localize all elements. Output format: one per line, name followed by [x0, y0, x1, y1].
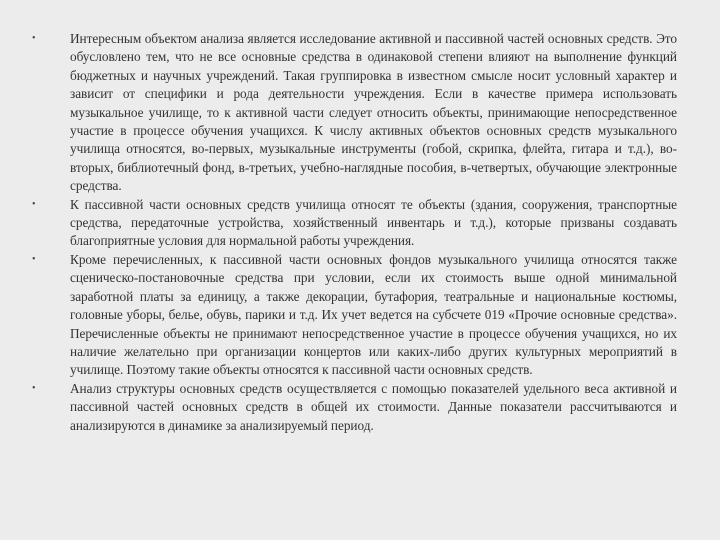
- paragraph-other-passive: Кроме перечисленных, к пассивной части основных фондов музыкального училища относятся также сценическо-постановочные средства при условии, если их стоимость выше одной минимальной заработной платы за единицу, а также декорации, бутафория, театральные и национальные костюмы, головные уборы, белье, обувь, парики и т.д. Их учет ведется на субсчете 019 «Прочие основные средства». Перечисленные объекты не принимают непосредственное участие в процессе обучения учащихся, но их наличие желательно при организации концертов или каких-либо других культурных мероприятий в училище. Поэтому такие объекты относятся к пассивной части основных средств.: [70, 251, 677, 378]
- bullet-icon: •: [32, 253, 36, 265]
- list-item: [32, 380, 677, 435]
- bullet-list: [32, 30, 677, 435]
- paragraph-structure-analysis: Анализ структуры основных средств осуществляется с помощью показателей удельного веса активной и пассивной частей основных средств в общей их стоимости. Данные показатели рассчитываются и анализируются в динамике за анализируемый период.: [70, 380, 677, 433]
- bullet-icon: •: [32, 382, 36, 394]
- bullet-icon: •: [32, 198, 36, 210]
- list-item: [32, 251, 677, 380]
- list-item: [32, 196, 677, 251]
- paragraph-active-assets: Интересным объектом анализа является исследование активной и пассивной частей основных средств. Это обусловлено тем, что не все основные средства в одинаковой степени влияют на выполнение функций бюджетных и научных учреждений. Такая группировка в известном смысле носит условный характер и зависит от специфики и рода деятельности учреждения. Если в качестве примера использовать музыкальное училище, то к активной части следует относить объекты, принимающие непосредственное участие в процессе обучения учащихся. К числу активных объектов основных средств музыкального училища относятся, во-первых, музыкальные инструменты (гобой, скрипка, флейта, гитара и т.д.), во-вторых, библиотечный фонд, в-третьих, учебно-наглядные пособия, в-четвертых, обучающие электронные средства.: [70, 31, 677, 194]
- list-item: [32, 30, 677, 196]
- bullet-icon: •: [32, 33, 36, 44]
- paragraph-passive-assets: К пассивной части основных средств училища относят те объекты (здания, сооружения, транспортные средства, передаточные устройства, хозяйственный инвентарь и т.д.), которые призваны создавать благоприятные условия для нормальной работы учреждения.: [70, 196, 677, 249]
